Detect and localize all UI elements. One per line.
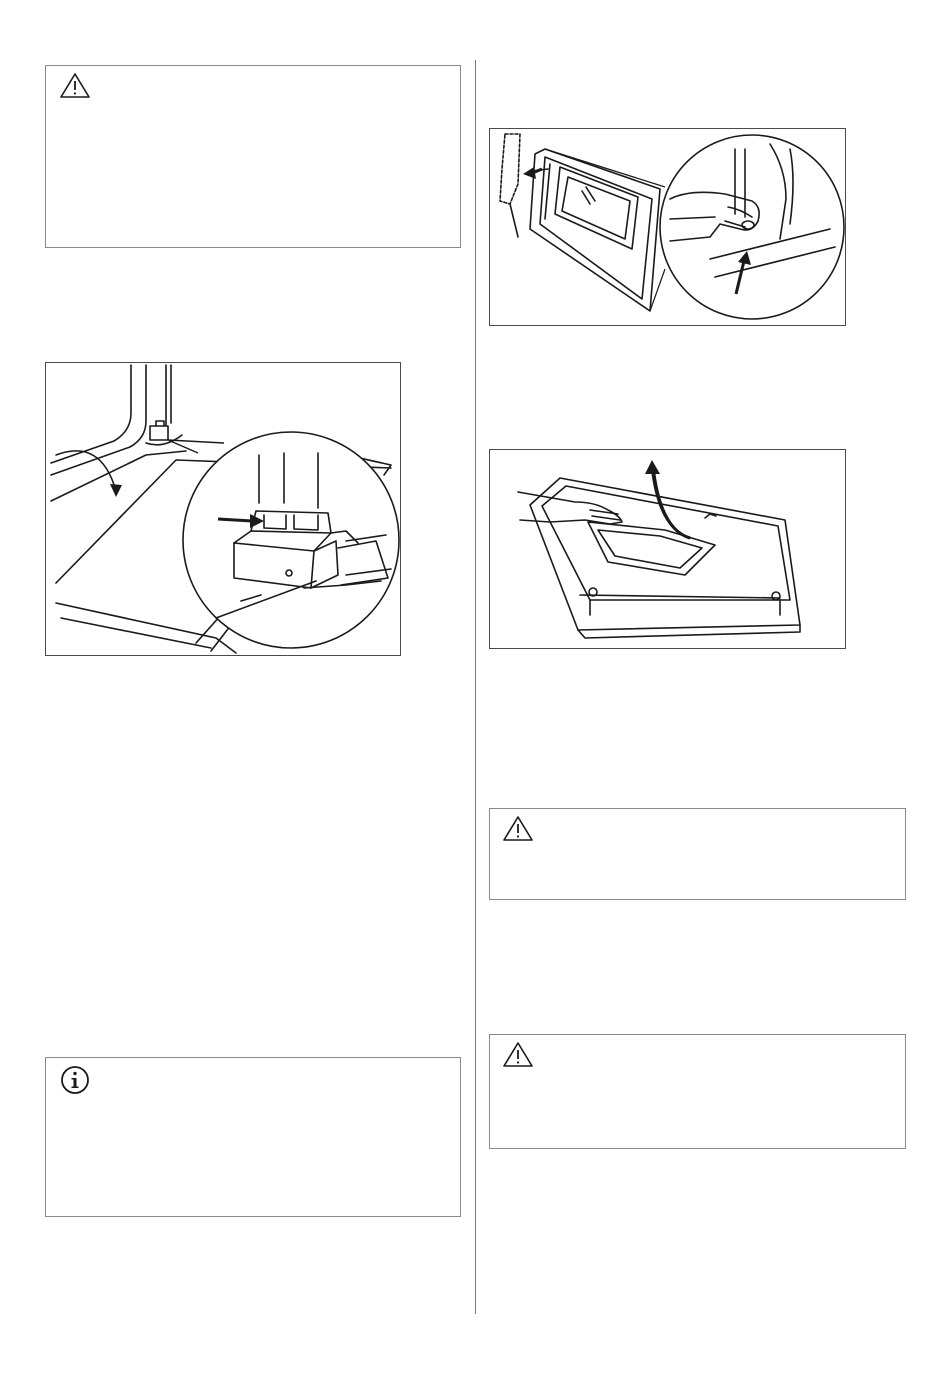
info-circle-icon (59, 1064, 91, 1096)
glass-lift-figure (489, 449, 846, 649)
glass-panel-removal-figure (489, 128, 846, 326)
warning-notice (489, 1034, 906, 1149)
warning-triangle-icon (502, 814, 534, 842)
column-divider (475, 60, 476, 1314)
warning-triangle-icon (502, 1040, 534, 1068)
hinge-lock-illustration (46, 363, 400, 655)
info-notice (45, 1057, 461, 1217)
warning-triangle-icon (59, 71, 91, 99)
warning-notice (489, 808, 906, 900)
warning-notice (45, 65, 461, 248)
hinge-lock-figure (45, 362, 401, 656)
glass-panel-removal-illustration (490, 129, 845, 325)
glass-lift-illustration (490, 450, 845, 648)
